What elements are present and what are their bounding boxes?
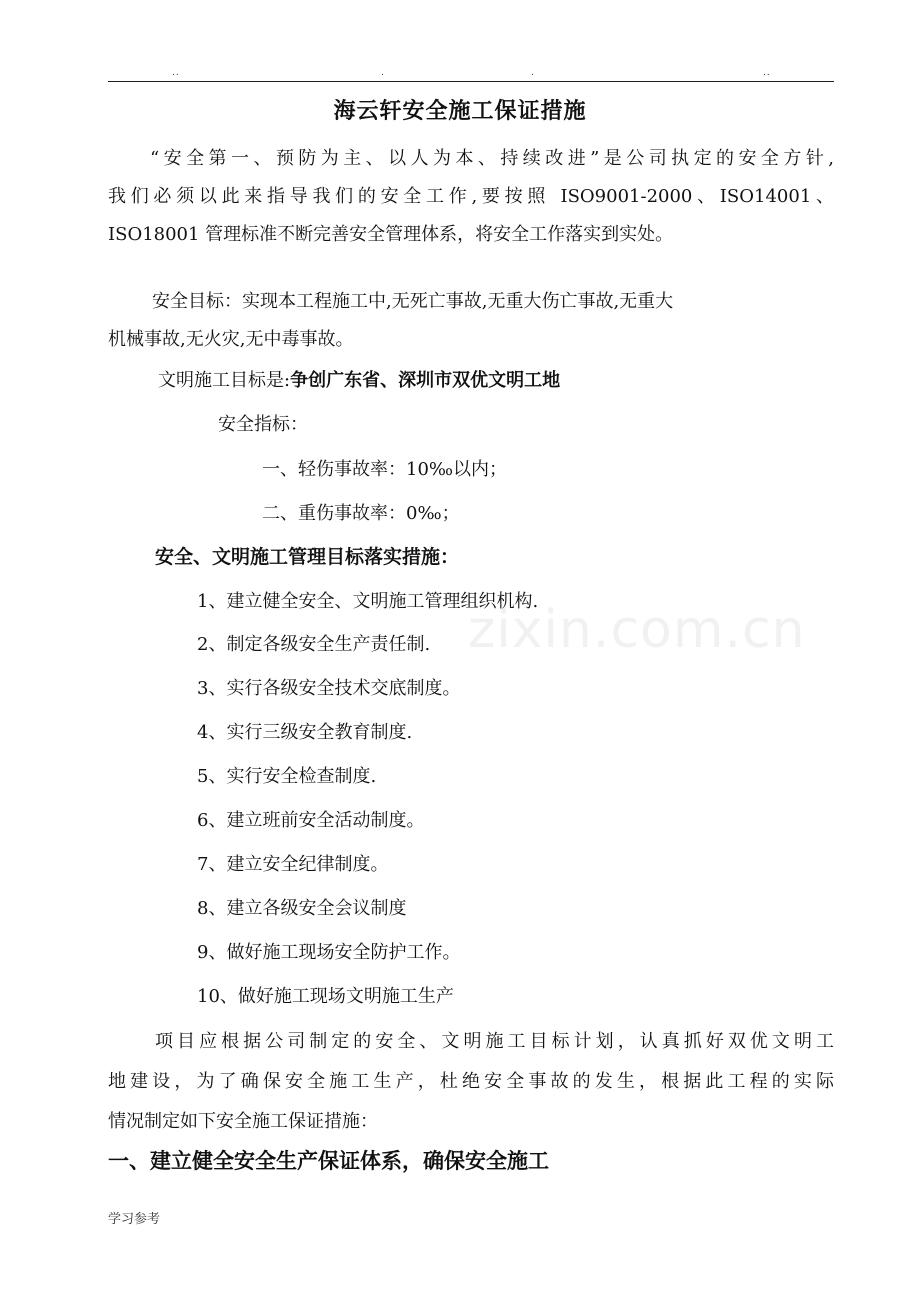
closing-line: 地建设，为了确保安全施工生产，杜绝安全事故的发生，根据此工程的实际 <box>108 1071 834 1092</box>
indicators-label: 安全指标： <box>218 414 308 435</box>
intro-line: ISO18001 管理标准不断完善安全管理体系，将安全工作落实到实处。 <box>108 224 674 245</box>
measure-item: 4、实行三级安全教育制度. <box>197 722 413 743</box>
safety-goal-line: 机械事故,无火灾,无中毒事故。 <box>108 329 354 350</box>
header-mark: . <box>381 68 385 78</box>
measure-item: 9、做好施工现场安全防护工作。 <box>197 942 461 963</box>
measures-heading: 安全、文明施工管理目标落实措施： <box>155 546 460 568</box>
measure-item: 7、建立安全纪律制度。 <box>197 854 389 875</box>
measure-item: 2、制定各级安全生产责任制. <box>197 634 431 655</box>
measure-item: 1、建立健全安全、文明施工管理组织机构. <box>197 591 539 612</box>
section-heading: 一、建立健全安全生产保证体系，确保安全施工 <box>108 1148 549 1173</box>
closing-line: 情况制定如下安全施工保证措施： <box>108 1111 378 1132</box>
header-mark: .. <box>172 68 180 78</box>
intro-line: “安全第一、预防为主、以人为本、持续改进”是公司执定的安全方针, <box>150 148 834 169</box>
measure-item: 8、建立各级安全会议制度 <box>197 898 407 919</box>
intro-line: 我们必须以此来指导我们的安全工作,要按照 ISO9001-2000、ISO14001、 <box>108 186 834 207</box>
indicator-item: 一、轻伤事故率：10‰以内； <box>262 459 508 480</box>
measure-item: 10、做好施工现场文明施工生产 <box>197 986 454 1007</box>
document-title: 海云轩安全施工保证措施 <box>333 98 587 124</box>
header-mark: . <box>531 68 535 78</box>
measure-item: 5、实行安全检查制度. <box>197 766 377 787</box>
footer-text: 学习参考 <box>108 1212 161 1227</box>
safety-goal-line: 安全目标：实现本工程施工中,无死亡事故,无重大伤亡事故,无重大 <box>152 291 674 312</box>
civil-goal <box>158 366 560 392</box>
civil-goal-value: 争创广东省、深圳市双优文明工地 <box>290 370 561 391</box>
watermark: zixin.com.cn <box>468 600 806 660</box>
civil-goal-label: 文明施工目标是: <box>158 370 291 391</box>
header-mark: .. <box>763 68 771 78</box>
indicator-item: 二、重伤事故率：0‰； <box>262 503 460 524</box>
closing-line: 项目应根据公司制定的安全、文明施工目标计划，认真抓好双优文明工 <box>155 1031 834 1052</box>
measure-item: 6、建立班前安全活动制度。 <box>197 810 425 831</box>
measure-item: 3、实行各级安全技术交底制度。 <box>197 678 461 699</box>
header-rule <box>108 81 834 82</box>
